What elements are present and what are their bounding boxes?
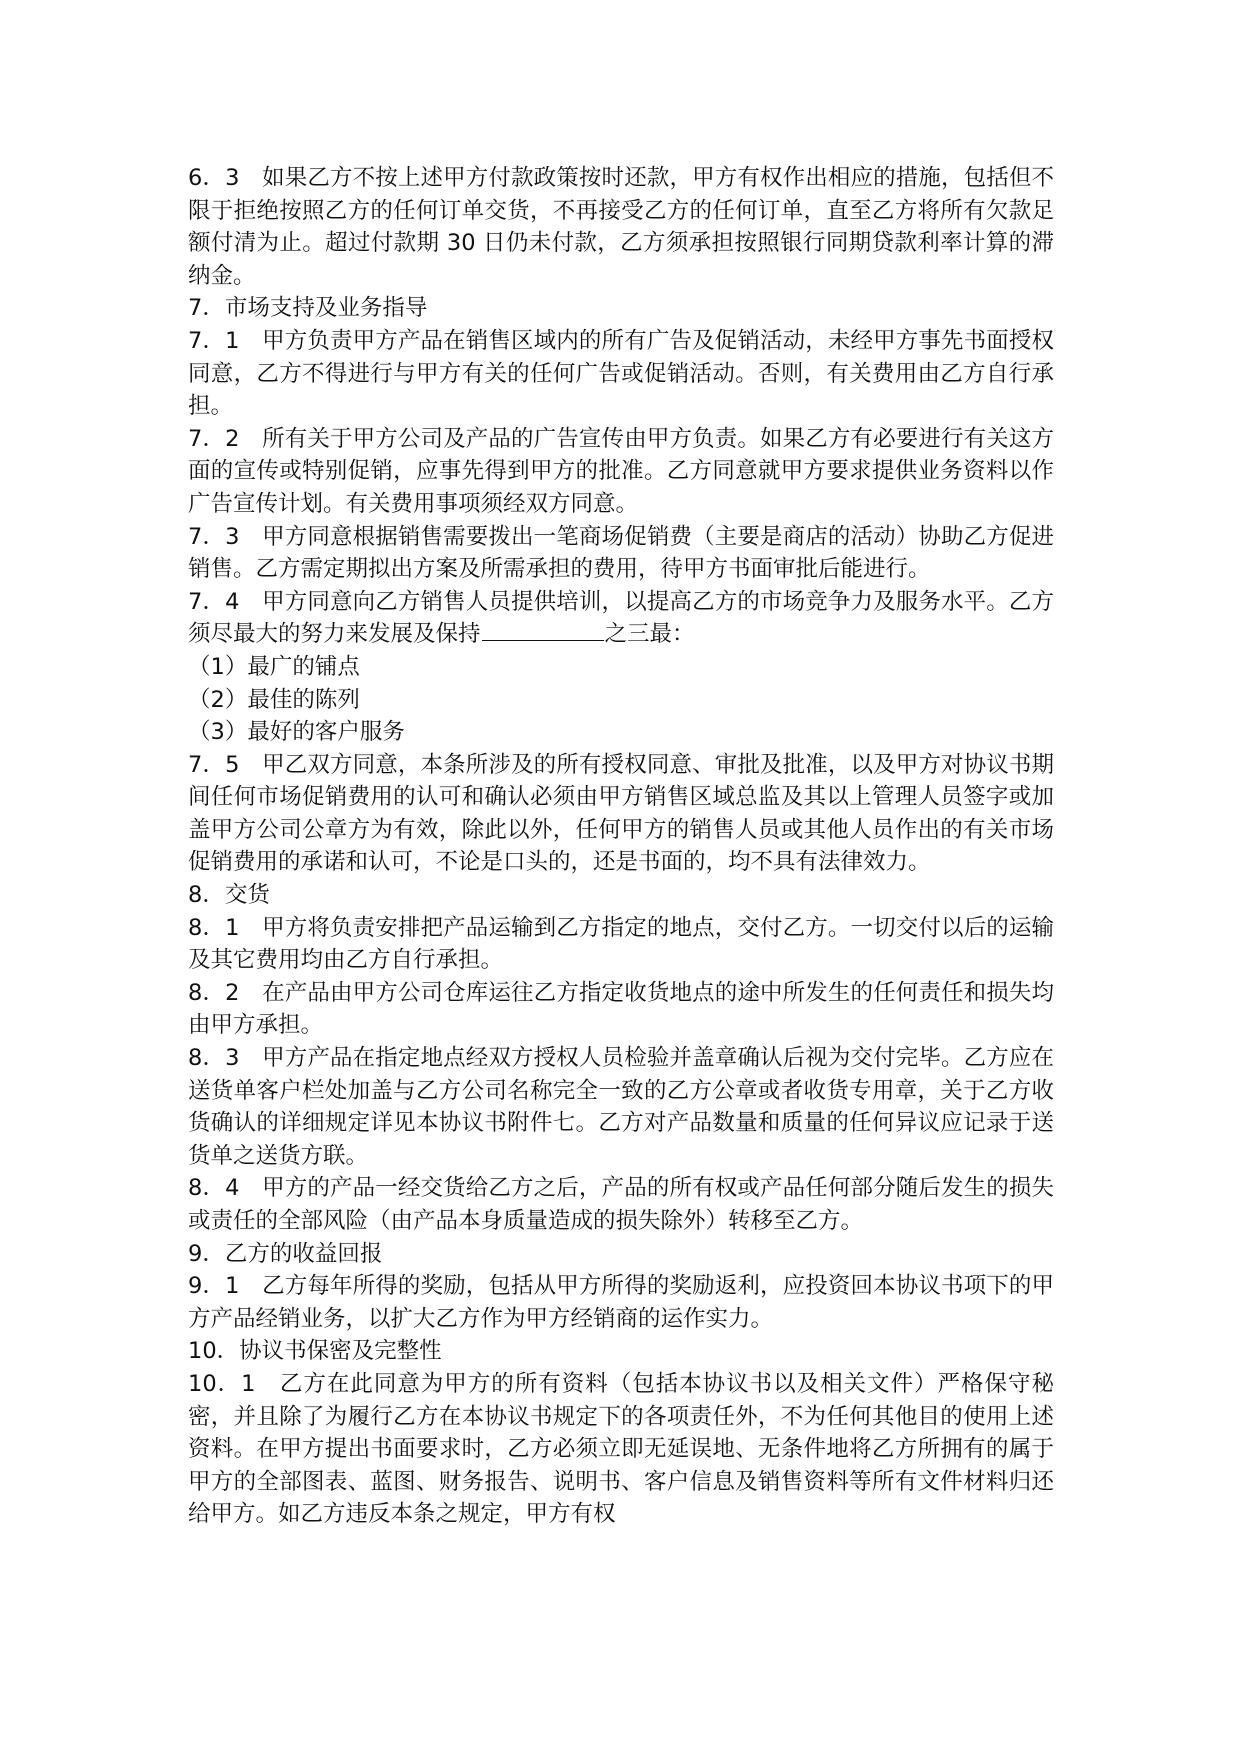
clause-7-2: 7．2 所有关于甲方公司及产品的广告宣传由甲方负责。如果乙方有必要进行有关这方面的宣传或特别促销，应事先得到甲方的批准。乙方同意就甲方要求提供业务资料以作广告宣传计划。有关费用事项须经双方同意。 xyxy=(188,425,1054,517)
clause-6-3: 6．3 如果乙方不按上述甲方付款政策按时还款，甲方有权作出相应的措施，包括但不限于拒绝按照乙方的任何订单交货，不再接受乙方的任何订单，直至乙方将所有欠款足额付清为止。超过付款期 30 日仍未付款，乙方须承担按照银行同期贷款利率计算的滞纳金。 xyxy=(188,165,1054,289)
section-heading-9: 9．乙方的收益回报 xyxy=(188,1240,383,1267)
section-heading-7: 7．市场支持及业务指导 xyxy=(188,295,428,322)
clause-7-4-suffix: 之三最： xyxy=(604,621,695,648)
clause-7-4 xyxy=(188,586,1054,651)
clause-8-4: 8．4 甲方的产品一经交货给乙方之后，产品的所有权或产品任何部分随后发生的损失或责任的全部风险（由产品本身质量造成的损失除外）转移至乙方。 xyxy=(188,1175,1054,1234)
clause-8-2: 8．2 在产品由甲方公司仓库运往乙方指定收货地点的途中所发生的任何责任和损失均由甲方承担。 xyxy=(188,979,1054,1039)
document-page xyxy=(188,162,1054,1531)
clause-10-1: 10．1 乙方在此同意为甲方的所有资料（包括本协议书以及相关文件）严格保守秘密，并且除了为履行乙方在本协议书规定下的各项责任外，不为任何其他目的使用上述资料。在甲方提出书面要求时，乙方必须立即无延误地、无条件地将乙方所拥有的属于甲方的全部图表、蓝图、财务报告、说明书、客户信息及销售资料等所有文件材料归还给甲方。如乙方违反本条之规定，甲方有权 xyxy=(188,1370,1054,1528)
section-heading-10: 10．协议书保密及完整性 xyxy=(188,1338,442,1365)
list-item: （2）最佳的陈列 xyxy=(188,686,360,713)
clause-7-3: 7．3 甲方同意根据销售需要拨出一笔商场促销费（主要是商店的活动）协助乙方促进销售。乙方需定期拟出方案及所需承担的费用，待甲方书面审批后能进行。 xyxy=(188,523,1054,583)
clause-9-1: 9．1 乙方每年所得的奖励，包括从甲方所得的奖励返利，应投资回本协议书项下的甲方产品经销业务，以扩大乙方作为甲方经销商的运作实力。 xyxy=(188,1273,1054,1332)
clause-7-4-text: 7．4 甲方同意向乙方销售人员提供培训，以提高乙方的市场竞争力及服务水平。乙方须尽最大的努力来发展及保持 xyxy=(188,588,1054,648)
section-heading-8: 8．交货 xyxy=(188,882,270,909)
list-item: （1）最广的铺点 xyxy=(188,653,360,680)
list-item: （3）最好的客户服务 xyxy=(188,719,405,746)
clause-7-1: 7．1 甲方负责甲方产品在销售区域内的所有广告及促销活动，未经甲方事先书面授权同意，乙方不得进行与甲方有关的任何广告或促销活动。否则，有关费用由乙方自行承担。 xyxy=(188,327,1054,420)
fill-in-blank xyxy=(482,618,604,641)
clause-7-5: 7．5 甲乙双方同意，本条所涉及的所有授权同意、审批及批准，以及甲方对协议书期间任何市场促销费用的认可和确认必须由甲方销售区域总监及其以上管理人员签字或加盖甲方公司公章方为有效，除此以外，任何甲方的销售人员或其他人员作出的有关市场促销费用的承诺和认可，不论是口头的，还是书面的，均不具有法律效力。 xyxy=(188,751,1054,876)
clause-8-3: 8．3 甲方产品在指定地点经双方授权人员检验并盖章确认后视为交付完毕。乙方应在送货单客户栏处加盖与乙方公司名称完全一致的乙方公章或者收货专用章，关于乙方收货确认的详细规定详见本协议书附件七。乙方对产品数量和质量的任何异议应记录于送货单之送货方联。 xyxy=(188,1045,1054,1169)
clause-8-1: 8．1 甲方将负责安排把产品运输到乙方指定的地点，交付乙方。一切交付以后的运输及其它费用均由乙方自行承担。 xyxy=(188,914,1054,974)
